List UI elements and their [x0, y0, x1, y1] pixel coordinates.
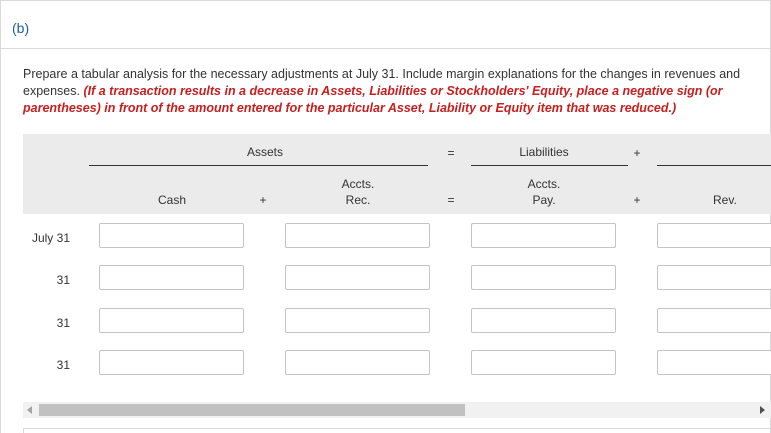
row-label: 31 — [56, 273, 70, 287]
assets-header: Assets — [246, 145, 283, 159]
rev-input[interactable] — [657, 308, 771, 333]
column-accts-rec-line2: Rec. — [345, 193, 371, 207]
accts-pay-input[interactable] — [471, 350, 616, 375]
cash-input[interactable] — [99, 265, 244, 290]
column-cash: Cash — [157, 193, 186, 207]
scroll-left-icon[interactable] — [27, 406, 32, 414]
horizontal-scrollbar[interactable] — [23, 402, 771, 418]
equity-header-rule — [657, 165, 771, 166]
rev-input[interactable] — [657, 223, 771, 248]
column-plus: + — [259, 193, 267, 207]
accts-pay-input[interactable] — [471, 265, 616, 290]
row-label: 31 — [56, 316, 70, 330]
column-rev: Rev. — [713, 193, 737, 207]
plus-header: + — [633, 146, 641, 160]
cash-input[interactable] — [99, 350, 244, 375]
cash-input[interactable] — [99, 308, 244, 333]
accts-rec-input[interactable] — [285, 308, 430, 333]
accts-rec-input[interactable] — [285, 223, 430, 248]
column-plus-2: + — [633, 193, 641, 207]
part-label: (b) — [12, 20, 30, 36]
column-equals: = — [447, 193, 455, 207]
liabilities-header-rule — [471, 165, 628, 166]
accts-pay-input[interactable] — [471, 308, 616, 333]
assets-header-rule — [89, 165, 428, 166]
header-divider — [0, 48, 771, 49]
column-accts-rec-line1: Accts. — [341, 177, 375, 191]
liabilities-header: Liabilities — [519, 145, 569, 159]
accts-rec-input[interactable] — [285, 265, 430, 290]
cash-input[interactable] — [99, 223, 244, 248]
row-label: July 31 — [31, 231, 70, 245]
next-section-edge — [23, 428, 771, 433]
column-accts-pay-line1: Accts. — [527, 177, 561, 191]
scroll-right-icon[interactable] — [760, 406, 765, 414]
accts-rec-input[interactable] — [285, 350, 430, 375]
scrollbar-thumb[interactable] — [39, 404, 465, 416]
instructions-note: (If a transaction results in a decrease in Assets, Liabilities or Stockholders' Equity, place a negative sign (or parentheses) in front of the amount entered for the particular Asset, Liability or Equity item that was reduced.) — [23, 84, 723, 115]
instructions-main: Prepare a tabular analysis for the necessary adjustments at July 31. Include margin explanations for the changes in revenues and expenses. — [23, 67, 741, 98]
equals-header: = — [447, 146, 455, 160]
rev-input[interactable] — [657, 350, 771, 375]
accts-pay-input[interactable] — [471, 223, 616, 248]
column-accts-pay-line2: Pay. — [532, 193, 556, 207]
rev-input[interactable] — [657, 265, 771, 290]
row-label: 31 — [56, 358, 70, 372]
instructions — [23, 66, 743, 117]
